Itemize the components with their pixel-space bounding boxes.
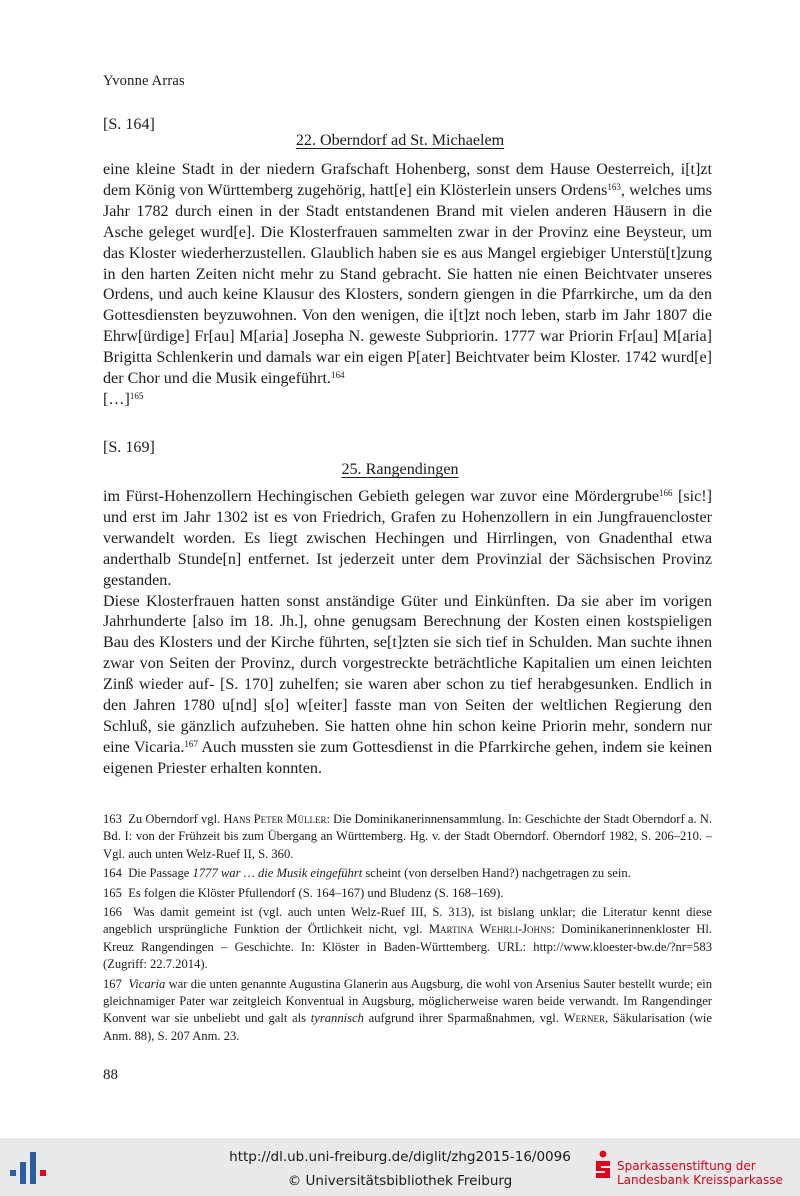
page-reference-164: [S. 164] [103,116,155,133]
running-head: Yvonne Arras [103,73,185,89]
footnote-ref-166[interactable]: 166 [659,488,673,498]
footnote-ref-165[interactable]: 165 [129,390,144,401]
page-reference-169: [S. 169] [103,439,155,456]
paragraph: eine kleine Stadt in der niedern Grafschaft Hohenberg, sonst dem Hause Oesterreich, i[t]zt dem König von Württemberg zugehörig, hatt[e] ein Klösterlein unsers Ordens$^{163}$, welches ums Jahr 1782 durch einen in der Stadt entstandenen Brand mit vielen anderen Häusern in die Asche geleget wurd[e]. Die Klosterfrauen sammelten zwar in der Provinz eine Beysteur, um das Kloster wiederherzustellen. Glaublich haben sie es aus Mangel ergiebiger Unterstü[t]zung in den harten Zeiten nicht mehr zu Stand gebracht. Sie hatten nie einen Beichtvater unseres Ordens, und auch keine Klausur des Klosters, sondern giengen in die Pfarrkirche, um da den Gottesdiensten beyzuwohnen. Von den wenigen, die i[t]zt noch leben, starb im Jahr 1807 die Ehrw[ürdige] Fr[au] M[aria] Josepha N. geweste Subpriorin. 1777 war Priorin Fr[au] M[aria] Brigitta Schlenkerin und damals war ein eigen P[ater] Beichtvater beim Kloster. 1742 wurd[e] der Chor und die Musik eingeführt.$^{164}$ [103,161,713,388]
footnote-166: 166 Was damit gemeint ist (vgl. auch unten Welz-Ruef III, S. 313), ist bislang unklar; die Literatur kennt diese angeblich ursprüngliche Funktion der Örtlichkeit nicht, vgl. Martina Wehrli-Johns: Dominikanerinnenkloster Hl. Kreuz Rangendingen – Geschichte. In: Klöster in Baden-Württemberg. URL: http://www.kloester-bw.de/?nr=583 (Zugriff: 22.7.2014). [103,905,712,972]
body-text-rangendingen [103,487,712,780]
footnote-167: 167 Vicaria war die unten genannte Augustina Glanerin aus Augsburg, die wohl von Arsenius Sauter bestellt wurde; ein gleichnamiger Pater war zeitgleich Konventual in Augsburg, möglicherweise waren beide verwandt. Im Rangendinger Konvent war sie unbeliebt und galt als tyrannisch aufgrund ihrer Sparmaßnahmen, vgl. Werner, Säkularisation (wie Anm. 88), S. 207 Anm. 23. [103,976,713,1043]
sponsor-name[interactable]: Sparkassenstiftung der Landesbank Kreissparkasse [617,1159,783,1187]
footnote-ref-164[interactable]: 164 [330,370,345,381]
sparkasse-logo-icon[interactable] [592,1150,614,1182]
footnotes [103,811,712,1047]
footnote-ref-163[interactable]: 163 [607,181,621,192]
section-heading-rangendingen: 25. Rangendingen [341,461,459,478]
permalink-url[interactable]: http://dl.ub.uni-freiburg.de/diglit/zhg2015-16/0096 [229,1149,571,1165]
page-number: 88 [103,1067,118,1083]
footnote-163: 163 Zu Oberndorf vgl. Hans Peter Müller: Die Dominikanerinnensammlung. In: Geschichte der Stadt Oberndorf a. N. Bd. I: von der Frühzeit bis zum Übergang an Württemberg. Hg. v. der Stadt Oberndorf. Oberndorf 1982, S. 206–210. – Vgl. auch unten Welz-Ruef II, S. 360. [103,812,712,861]
ellipsis-line: […]$^{165}$ [103,390,144,408]
section-heading-oberndorf: 22. Oberndorf ad St. Michaelem [295,132,505,149]
paragraph: im Fürst-Hohenzollern Hechingischen Gebieth gelegen war zuvor eine Mördergrube$^{166}$ [sic!] und erst im Jahr 1302 ist es von Friedrich, Grafen zu Hohenzollern in ein Jungfrauencloster verwandelt worden. Es liegt zwischen Hechingen und Hirrlingen, von Gnadenthal etwa anderthalb Stunde[n] entfernet. Ist jederzeit unter dem Provinzial der Sächsischen Provinz gestanden. [103,488,712,589]
footnote-ref-167[interactable]: 167 [184,738,198,749]
footnote-165: 165 Es folgen die Klöster Pfullendorf (S. 164–167) und Bludenz (S. 168–169). [103,885,504,900]
paragraph: Diese Klosterfrauen hatten sonst anständige Güter und Einkünften. Da sie aber im vorigen Jahrhunderte [also im 18. Jh.], ohne genugsam Berechnung der Kosten einen kostspieligen Bau des Klosters und der Kirche führten, se[t]zten sie sich tief in Schulden. Man suchte ihnen zwar von Seiten der Provinz, durch vorgestreckte beträchtliche Kapitalien um einen leichten Zinß wieder auf- [S. 170] zuhelfen; sie waren aber schon zu tief herabgesunken. Endlich in den Jahren 1780 u[nd] s[o] w[eiter] fasste man von Seiten der weltlichen Regierung den Schluß, sie gänzlich aufzuheben. Sie hatten ohne hin schon keine Priorin mehr, sondern nur eine Vicaria.$^{167}$ Auch mussten sie zum Gottesdienst in die Pfarrkirche gehen, indem sie keinen eigenen Priester erhalten konnten. [103,592,712,777]
copyright-notice: © Universitätsbibliothek Freiburg [287,1173,513,1189]
footnote-164: 164 Die Passage 1777 war … die Musik eingeführt scheint (von derselben Hand?) nachgetragen zu sein. [103,866,631,881]
body-text-oberndorf [103,160,712,411]
viewer-footer-bar [0,1138,800,1196]
